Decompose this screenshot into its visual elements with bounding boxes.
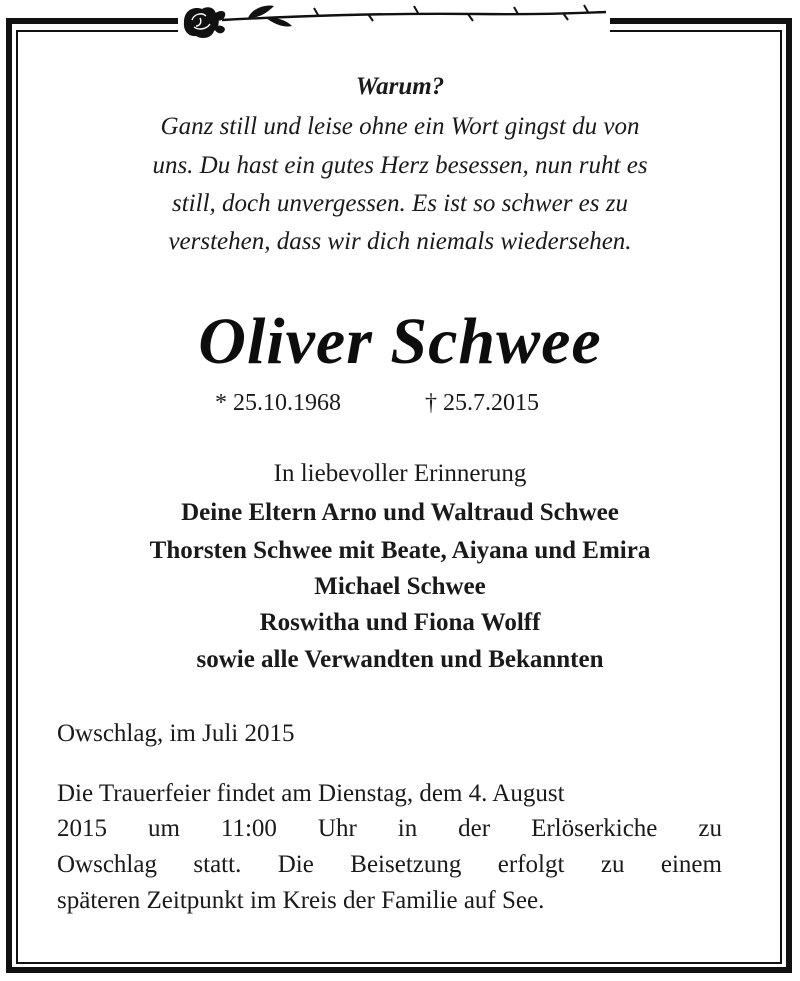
poem-line: still, doch unvergessen. Es ist so schwer es zu <box>172 190 628 217</box>
deceased-name: Oliver Schwee <box>198 305 602 378</box>
life-dates <box>0 386 800 420</box>
notice-word: Uhr <box>317 815 357 842</box>
birth-date: * 25.10.1968 <box>215 390 341 416</box>
notice-word: der <box>458 815 491 842</box>
poem-line: verstehen, dass wir dich niemals wiedersehen. <box>168 228 632 255</box>
notice-word: erfolgt <box>497 851 565 878</box>
mourner-line: Thorsten Schwee mit Beate, Aiyana und Emira <box>149 537 651 564</box>
death-date: † 25.7.2015 <box>425 390 539 416</box>
place-date: Owschlag, im Juli 2015 <box>57 720 295 747</box>
poem-line: Ganz still und leise ohne ein Wort gingst du von <box>160 113 640 140</box>
poem-line: uns. Du hast ein gutes Herz besessen, nun ruht es <box>152 152 648 179</box>
notice-word: zu <box>698 815 722 842</box>
notice-word: 2015 <box>57 815 107 842</box>
notice-word: Erlöserkiche <box>531 815 658 842</box>
poem-title: Warum? <box>355 73 445 100</box>
notice-word: statt. <box>193 851 242 878</box>
funeral-notice-line <box>57 812 722 846</box>
funeral-notice-line <box>57 848 722 882</box>
mourner-line: Deine Eltern Arno und Waltraud Schwee <box>181 499 619 526</box>
mourner-line: sowie alle Verwandten und Bekannten <box>196 646 604 673</box>
mourner-line: Roswitha und Fiona Wolff <box>259 609 541 636</box>
memorial-intro: In liebevoller Erinnerung <box>273 460 527 487</box>
notice-word: Die <box>277 851 314 878</box>
mourner-line: Michael Schwee <box>314 573 486 600</box>
notice-word: um <box>147 815 180 842</box>
funeral-notice-line: späteren Zeitpunkt im Kreis der Familie auf See. <box>57 887 545 914</box>
notice-word: in <box>397 815 418 842</box>
funeral-notice-line: Die Trauerfeier findet am Dienstag, dem 4. August <box>57 780 565 807</box>
notice-word: Beisetzung <box>350 851 462 878</box>
notice-word: einem <box>660 851 722 878</box>
notice-word: 11:00 <box>220 815 277 842</box>
notice-word: zu <box>600 851 625 878</box>
notice-word: Owschlag <box>57 851 157 878</box>
